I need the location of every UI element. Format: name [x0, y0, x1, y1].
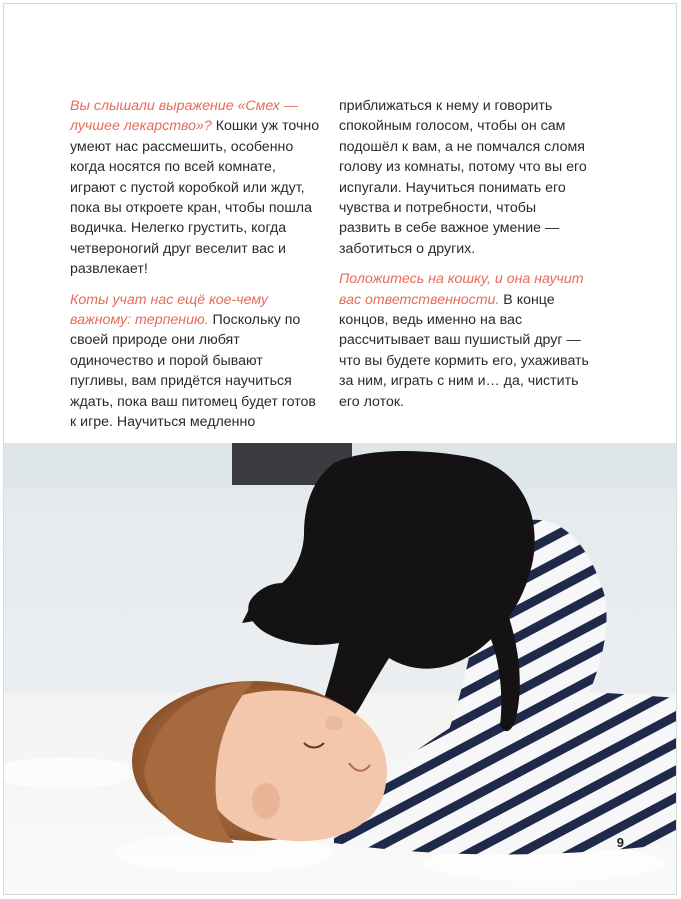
text-responsibility: В конце концов, ведь именно на вас рассчитывает ваш пушистый друг — что вы будете кормить его, ухаживать за ним, играть с ним и… да, чистить его лоток. — [339, 291, 589, 410]
paragraph-patience — [70, 290, 322, 433]
photo-illustration — [4, 443, 677, 895]
text-approach: приближаться к нему и говорить спокойным голосом, чтобы он сам подошёл к вам, а не помчался сломя голову из комнаты, потому что вы его испугали. Научиться понимать его чувства и потребности, чтобы развить в себе важное умение — заботиться о других. — [339, 98, 587, 257]
text-patience: Поскольку по своей природе они любят одиночество и порой бывают пугливы, вам придётся научиться ждать, пока ваш питомец будет готов к игре. Научиться медленно — [70, 312, 316, 431]
page-number: 9 — [616, 835, 624, 850]
lead-patience: Коты учат нас ещё кое-чему важному: терпению. — [70, 291, 269, 329]
book-page — [3, 3, 677, 895]
right-text-column — [339, 96, 591, 422]
photo-girl-with-black-cat — [4, 443, 677, 895]
lead-responsibility: Положитесь на кошку, и она научит вас ответственности. — [339, 271, 584, 308]
left-text-column — [70, 96, 322, 443]
paragraph-responsibility — [339, 269, 591, 412]
paragraph-approach — [339, 96, 591, 259]
lead-laughter: Вы слышали выражение «Смех — лучшее лекарство»? — [70, 98, 298, 135]
text-laughter: Кошки уж точно умеют нас рассмешить, особенно когда носятся по всей комнате, играют с пустой коробкой или ждут, пока вы откроете кран, чтобы пошла водичка. Нелегко грустить, когда четвероногий друг веселит вас и развлекает! — [70, 118, 320, 278]
paragraph-laughter — [70, 96, 322, 280]
